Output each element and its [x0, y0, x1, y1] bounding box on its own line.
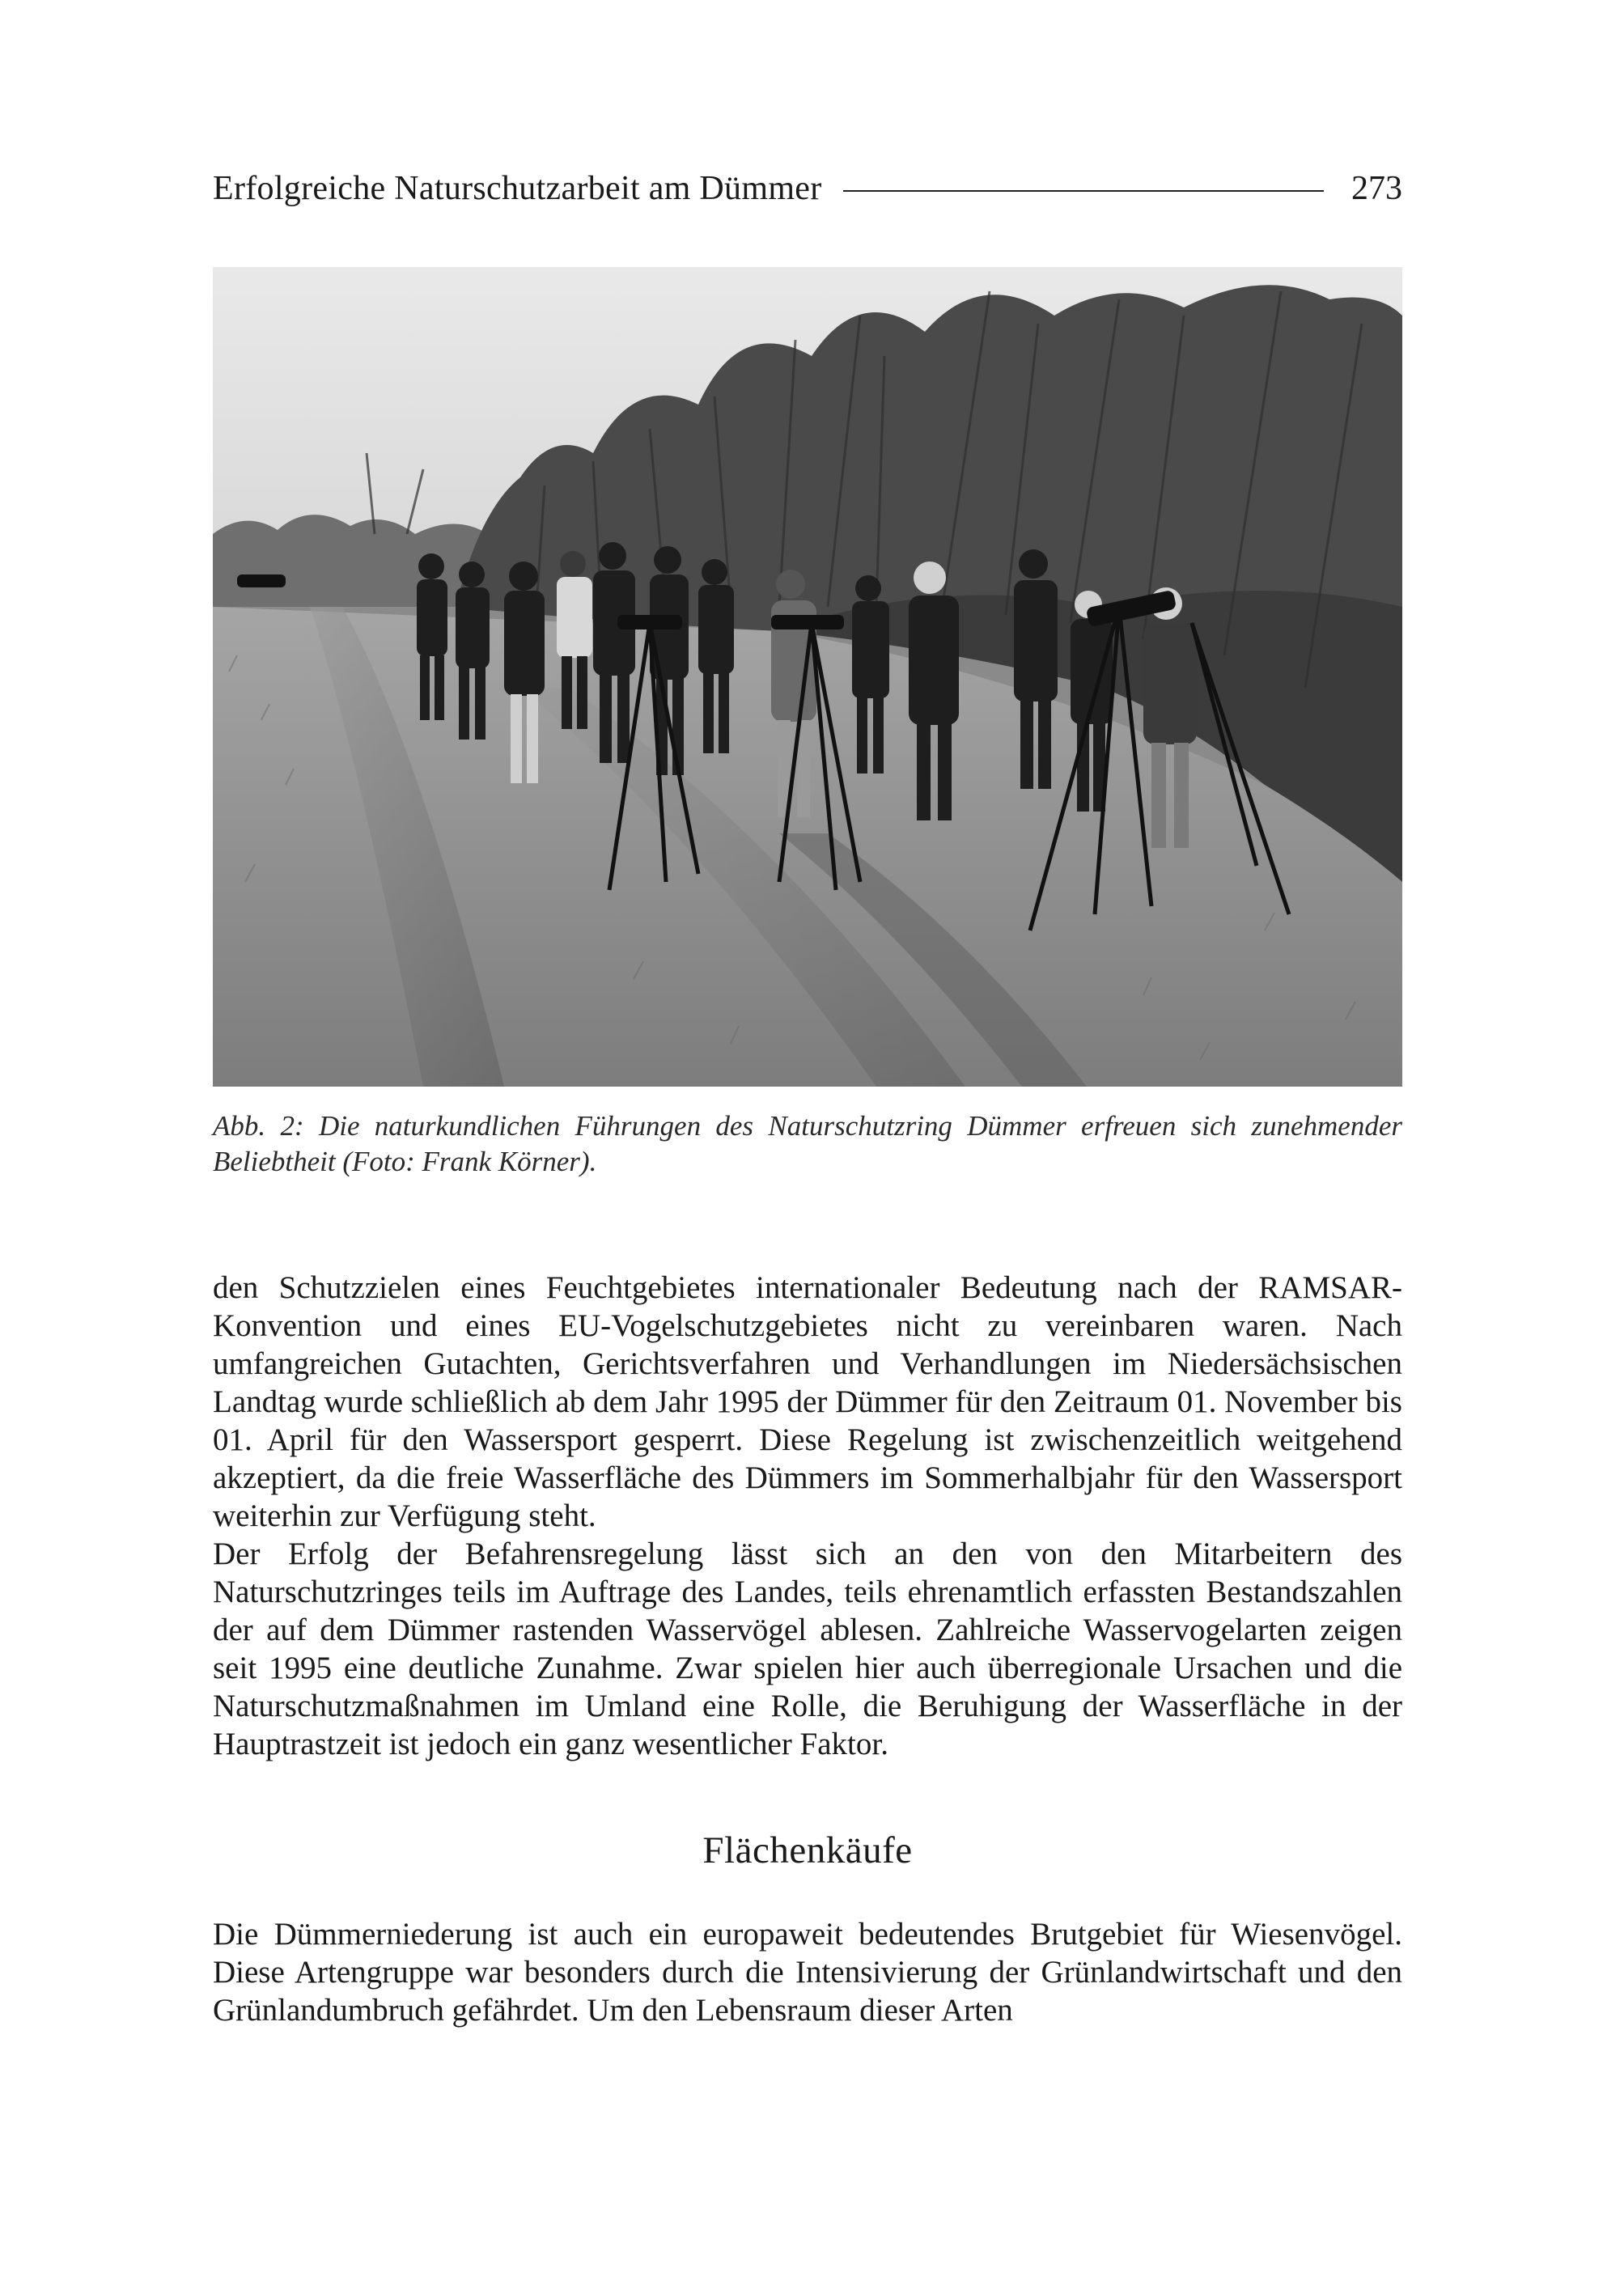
- photo-birdwatching-group: [213, 267, 1402, 1087]
- paragraph: den Schutzzielen eines Feuchtgebietes internationaler Bedeutung nach der RAMSAR-Konvention und eines EU-Vogelschutzgebietes nicht zu vereinbaren waren. Nach umfangreichen Gutachten, Gerichtsverfahren und Verhandlungen im Niedersächsischen Landtag wurde schließlich ab dem Jahr 1995 der Dümmer für den Zeitraum 01. November bis 01. April für den Wassersport gesperrt. Diese Regelung ist zwischenzeitlich weitgehend akzeptiert, da die freie Wasserfläche des Dümmers im Sommerhalbjahr für den Wassersport weiterhin zur Verfügung steht.: [213, 1270, 1402, 1533]
- section-heading: Flächenkäufe: [702, 1829, 913, 1871]
- figure-caption: Abb. 2: Die naturkundlichen Führungen des Naturschutzring Dümmer erfreuen sich zunehmender Beliebtheit (Foto: Frank Körner).: [213, 1110, 1402, 1177]
- running-title: Erfolgreiche Naturschutzarbeit am Dümmer: [213, 170, 822, 207]
- paragraph: Die Dümmerniederung ist auch ein europaweit bedeutendes Brutgebiet für Wiesenvögel. Diese Artengruppe war besonders durch die Intensivierung der Grünlandwirtschaft und den Grünlandumbruch gefährdet. Um den Lebensraum dieser Arten: [213, 1917, 1402, 2028]
- paragraph: Der Erfolg der Befahrensregelung lässt sich an den von den Mitarbeitern des Naturschutzringes teils im Auftrage des Landes, teils ehrenamtlich erfassten Bestandszahlen der auf dem Dümmer rastenden Wasservögel ablesen. Zahlreiche Wasservogelarten zeigen seit 1995 eine deutliche Zunahme. Zwar spielen hier auch überregionale Ursachen und die Naturschutzmaßnahmen im Umland eine Rolle, die Beruhigung der Wasserfläche in der Hauptrastzeit ist jedoch ein ganz wesentlicher Faktor.: [213, 1536, 1402, 1761]
- photo-figure: [213, 267, 1402, 1087]
- header-rule: [843, 190, 1324, 192]
- running-header: [213, 166, 1402, 211]
- page-number: 273: [1351, 170, 1402, 207]
